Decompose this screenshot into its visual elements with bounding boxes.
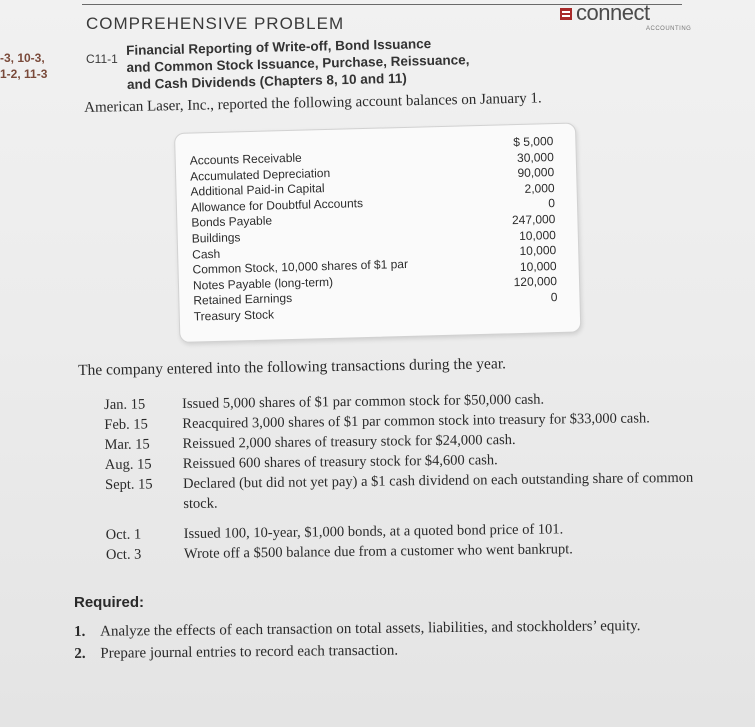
transaction-desc: Declared (but did not yet pay) a $1 cash dividend on each outstanding share of common stock.	[182, 469, 694, 513]
problem-title-line: and Cash Dividends (Chapters 8, 10 and 11)	[126, 70, 407, 92]
account-name: Treasury Stock	[193, 307, 275, 324]
transaction-desc: Issued 5,000 shares of $1 par common stock for $50,000 cash.	[182, 391, 545, 413]
required-item-text: Prepare journal entries to record each transaction.	[100, 642, 399, 662]
transaction-date: Mar. 15	[104, 436, 150, 453]
account-amount: 30,000	[516, 149, 554, 165]
problem-title-line: Financial Reporting of Write-off, Bond Issuance	[126, 36, 432, 58]
account-name: Accounts Receivable	[189, 150, 302, 168]
account-balances-box	[174, 122, 581, 342]
account-amount: 90,000	[517, 165, 555, 181]
account-amount: 120,000	[513, 274, 558, 290]
transaction-desc: Reissued 2,000 shares of treasury stock for $24,000 cash.	[182, 431, 516, 453]
account-name: Common Stock, 10,000 shares of $1 par	[192, 257, 409, 277]
required-item-text: Analyze the effects of each transaction on total assets, liabilities, and stockholders’ equity.	[100, 618, 641, 640]
required-item-number: 1.	[74, 623, 86, 640]
connect-logo-icon	[560, 8, 572, 20]
account-name: Bonds Payable	[191, 213, 273, 230]
transaction-date: Feb. 15	[104, 416, 148, 433]
brand-name: connect	[576, 0, 650, 25]
transaction-date: Aug. 15	[104, 456, 152, 473]
transaction-date: Sept. 15	[105, 476, 153, 493]
account-amount: 10,000	[518, 227, 556, 243]
required-heading: Required:	[74, 594, 145, 611]
brand-logo	[560, 0, 692, 32]
account-amount: 10,000	[519, 243, 557, 259]
transaction-desc: Issued 100, 10-year, $1,000 bonds, at a quoted bond price of 101.	[183, 521, 564, 543]
margin-references	[0, 50, 47, 82]
account-amount: 2,000	[524, 180, 555, 196]
account-name: Notes Payable (long-term)	[192, 274, 334, 293]
transaction-row	[105, 467, 725, 515]
account-amount: 247,000	[511, 212, 556, 228]
problem-number: C11-1	[86, 52, 118, 66]
account-amount: 10,000	[519, 258, 557, 274]
account-name: Retained Earnings	[193, 291, 293, 308]
account-name: Additional Paid-in Capital	[190, 181, 325, 199]
account-amount: 0	[548, 196, 556, 211]
transactions-list	[104, 387, 726, 565]
section-title: COMPREHENSIVE PROBLEM	[86, 14, 345, 33]
account-name: Cash	[191, 246, 221, 262]
transaction-desc: Reissued 600 shares of treasury stock for $4,600 cash.	[182, 452, 498, 473]
problem-title-line: and Common Stock Issuance, Purchase, Reissuance,	[126, 52, 470, 75]
account-name: Buildings	[191, 230, 241, 246]
transaction-date: Oct. 1	[105, 526, 142, 543]
account-amounts	[510, 134, 558, 307]
required-item	[74, 637, 641, 665]
problem-intro: American Laser, Inc., reported the following account balances on January 1.	[84, 90, 542, 116]
required-items	[74, 615, 641, 665]
account-names	[190, 148, 410, 325]
transaction-date: Jan. 15	[104, 396, 146, 413]
account-name: Allowance for Doubtful Accounts	[190, 195, 364, 215]
margin-ref-line: 1-2, 11-3	[0, 67, 48, 81]
transaction-date: Oct. 3	[105, 546, 142, 563]
transactions-intro: The company entered into the following transactions during the year.	[78, 355, 507, 379]
required-item-number: 2.	[74, 645, 86, 662]
account-name: Accumulated Depreciation	[189, 165, 331, 184]
account-amount: 0	[550, 289, 558, 305]
account-amount: $ 5,000	[513, 134, 554, 150]
transaction-desc: Reacquired 3,000 shares of $1 par common stock into treasury for $33,000 cash.	[182, 410, 650, 433]
margin-ref-line: -3, 10-3,	[0, 51, 45, 65]
transaction-desc: Wrote off a $500 balance due from a customer who went bankrupt.	[183, 541, 573, 563]
brand-subtitle: ACCOUNTING	[646, 26, 692, 32]
problem-title	[126, 34, 470, 93]
